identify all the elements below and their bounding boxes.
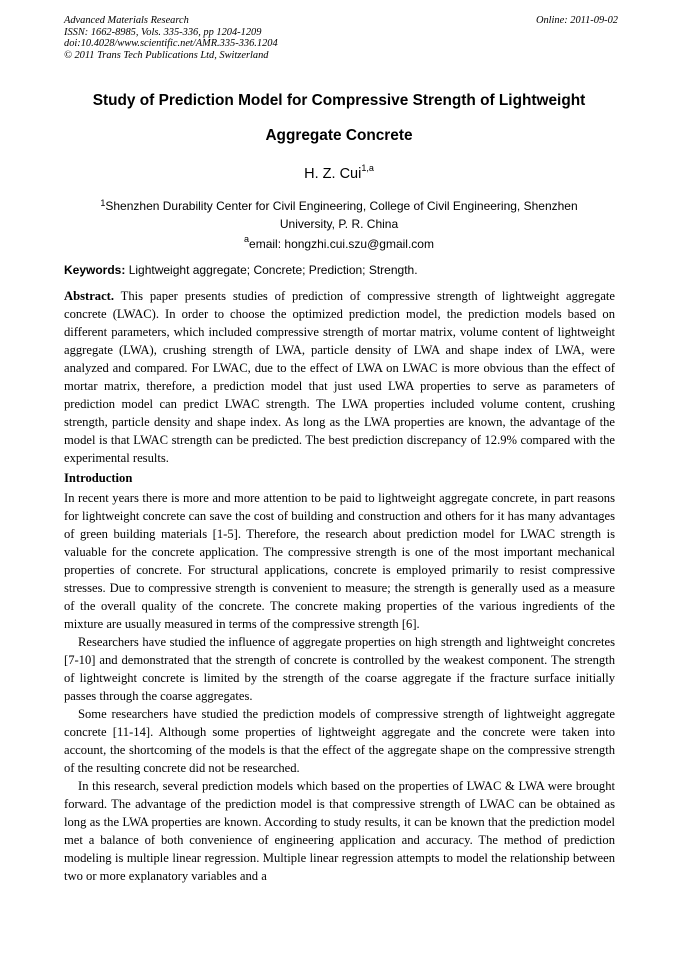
doi-line: doi:10.4028/www.scientific.net/AMR.335-336.1204 (64, 38, 278, 49)
copyright-line: © 2011 Trans Tech Publications Ltd, Switzerland (64, 49, 269, 61)
email-text: email: hongzhi.cui.szu@gmail.com (249, 237, 434, 251)
email-superscript: a (244, 234, 250, 244)
abstract (64, 287, 615, 467)
online-date: Online: 2011-09-02 (535, 15, 618, 26)
introduction-body (64, 489, 615, 885)
affiliation (84, 197, 594, 233)
affiliation-superscript: 1 (100, 198, 106, 208)
affiliation-text: Shenzhen Durability Center for Civil Engineering, College of Civil Engineering, Shenzhen University, P. R. China (105, 199, 578, 231)
intro-paragraph: In this research, several prediction models which based on the properties of LWAC & LWA were brought forward. The advantage of the prediction model is that compressive strength of LWAC can be obtained as long as the LWA properties are known. According to study results, it can be known that the prediction model met a balance of both convenience of engineering application and accuracy. The method of prediction modeling is multiple linear regression. Multiple linear regression attempts to model the relationship between two or more explanatory variables and a (64, 779, 615, 883)
keywords (64, 263, 624, 277)
abstract-label: Abstract. (64, 289, 115, 303)
journal-header (64, 15, 618, 61)
keywords-text: Lightweight aggregate; Concrete; Prediction; Strength. (125, 263, 418, 277)
paper-title-line-2: Aggregate Concrete (265, 127, 413, 144)
paper-title-line-1: Study of Prediction Model for Compressive Strength of Lightweight (92, 92, 586, 109)
issn-line: ISSN: 1662-8985, Vols. 335-336, pp 1204-1209 (64, 26, 262, 38)
abstract-text: This paper presents studies of prediction of compressive strength of lightweight aggregate concrete (LWAC). In order to choose the optimized prediction model, the prediction models based on different parameters, which included compressive strength of mortar matrix, volume content of lightweight aggregate (LWA), crushing strength of LWA, particle density of LWA and shape index of LWA, were analyzed and compared. For LWAC, due to the effect of LWA on LWAC is more obvious than the effect of mortar matrix, therefore, a prediction model that just used LWA properties to serve as parameters of prediction model can predict LWAC strength. The LWA properties included volume content, crushing strength, particle density and shape index. As long as the LWA properties are known, the advantage of the model is that LWAC strength can be predicted. The best prediction discrepancy of 12.9% compared with the experimental results. (64, 289, 615, 465)
journal-name: Advanced Materials Research (64, 15, 189, 26)
intro-paragraph: Researchers have studied the influence of aggregate properties on high strength and lightweight concretes [7-10] and demonstrated that the strength of concrete is controlled by the weakest component. The strength of lightweight concrete is limited by the strength of the coarse aggregate if the fracture surface initially passes through the coarse aggregates. (64, 635, 615, 703)
introduction-heading: Introduction (64, 471, 133, 485)
author-superscript: 1,a (361, 163, 374, 173)
intro-paragraph: Some researchers have studied the prediction models of compressive strength of lightweight aggregate concrete [11-14]. Although some properties of lightweight aggregate and the concrete were taken into account, the shortcoming of the models is that the effect of the aggregate shape on the compressive strength of the resulting concrete did not be researched. (64, 707, 615, 775)
intro-paragraph: In recent years there is more and more attention to be paid to lightweight aggregate concrete, in part reasons for lightweight concrete can save the cost of building and construction and others for it has many advantages of green building materials [1-5]. Therefore, the research about prediction model for LWAC strength is valuable for the concrete application. The compressive strength is one of the most important mechanical properties of concrete. For structural applications, concrete is employed primarily to resist compressive stresses. Due to compressive strength is convenient to measure; the strength is generally used as a measure of the overall quality of the concrete. The concrete making properties of the various ingredients of the mixture are usually measured in terms of the compressive strength [6]. (64, 491, 615, 631)
author (0, 163, 678, 182)
author-name: H. Z. Cui (304, 166, 362, 182)
keywords-label: Keywords: (64, 263, 126, 277)
email (0, 234, 678, 251)
